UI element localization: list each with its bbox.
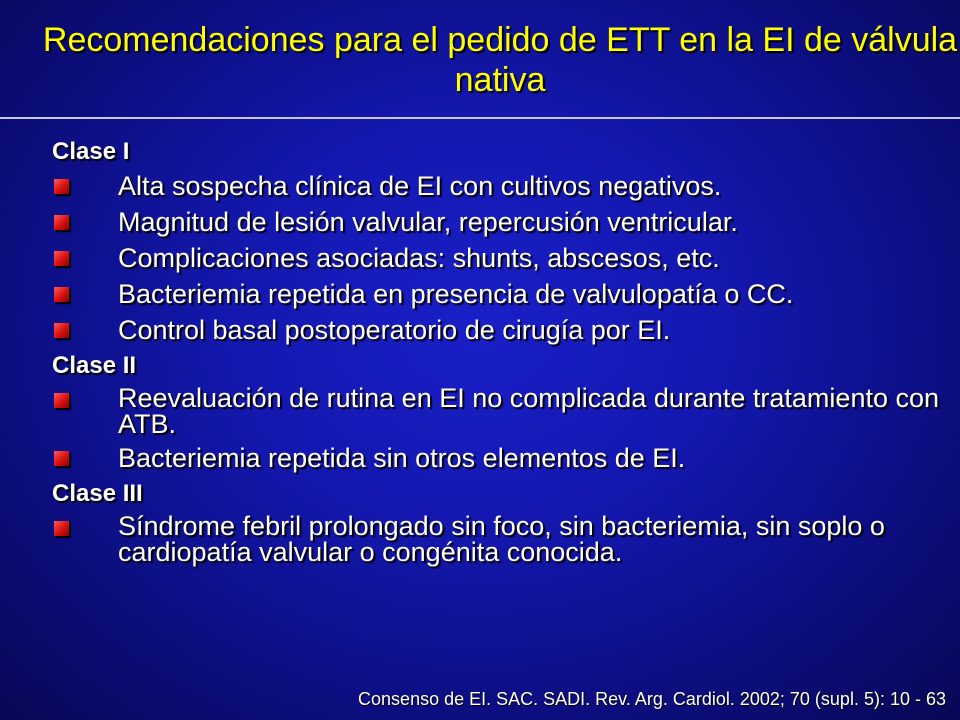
list-item [52, 171, 942, 201]
list-item-text: Control basal postoperatorio de cirugía por EI. [118, 315, 671, 345]
list-item-text: Bacteriemia repetida en presencia de valvulopatía o CC. [118, 279, 794, 309]
list-item [52, 443, 942, 473]
square-bullet-icon [54, 323, 69, 338]
list-item [52, 207, 942, 237]
slide-title: Recomendaciones para el pedido de ETT en la EI de válvula nativa [42, 21, 958, 99]
list-item-text: Reevaluación de rutina en EI no complicada durante tratamiento con ATB. [118, 383, 940, 439]
title-divider [0, 117, 960, 119]
square-bullet-icon [54, 179, 69, 194]
section-heading-clase-iii: Clase III [52, 480, 143, 507]
list-item [52, 243, 942, 273]
square-bullet-icon [54, 521, 69, 536]
square-bullet-icon [54, 215, 69, 230]
square-bullet-icon [54, 451, 69, 466]
square-bullet-icon [54, 393, 69, 408]
list-item-text: Magnitud de lesión valvular, repercusión ventricular. [118, 207, 738, 237]
list-item-text: Bacteriemia repetida sin otros elementos de EI. [118, 443, 686, 473]
section-heading-clase-i: Clase I [52, 138, 130, 165]
list-item [52, 279, 942, 309]
list-item [52, 385, 942, 437]
slide-content [52, 135, 942, 571]
square-bullet-icon [54, 251, 69, 266]
list-item [52, 513, 942, 565]
list-item [52, 315, 942, 345]
list-item-text: Complicaciones asociadas: shunts, abscesos, etc. [118, 243, 720, 273]
citation-footer: Consenso de EI. SAC. SADI. Rev. Arg. Cardiol. 2002; 70 (supl. 5): 10 - 63 [358, 689, 946, 709]
square-bullet-icon [54, 287, 69, 302]
section-heading-clase-ii: Clase II [52, 352, 137, 379]
list-item-text: Síndrome febril prolongado sin foco, sin bacteriemia, sin soplo o cardiopatía valvular o congénita conocida. [118, 511, 885, 567]
list-item-text: Alta sospecha clínica de EI con cultivos negativos. [118, 171, 722, 201]
